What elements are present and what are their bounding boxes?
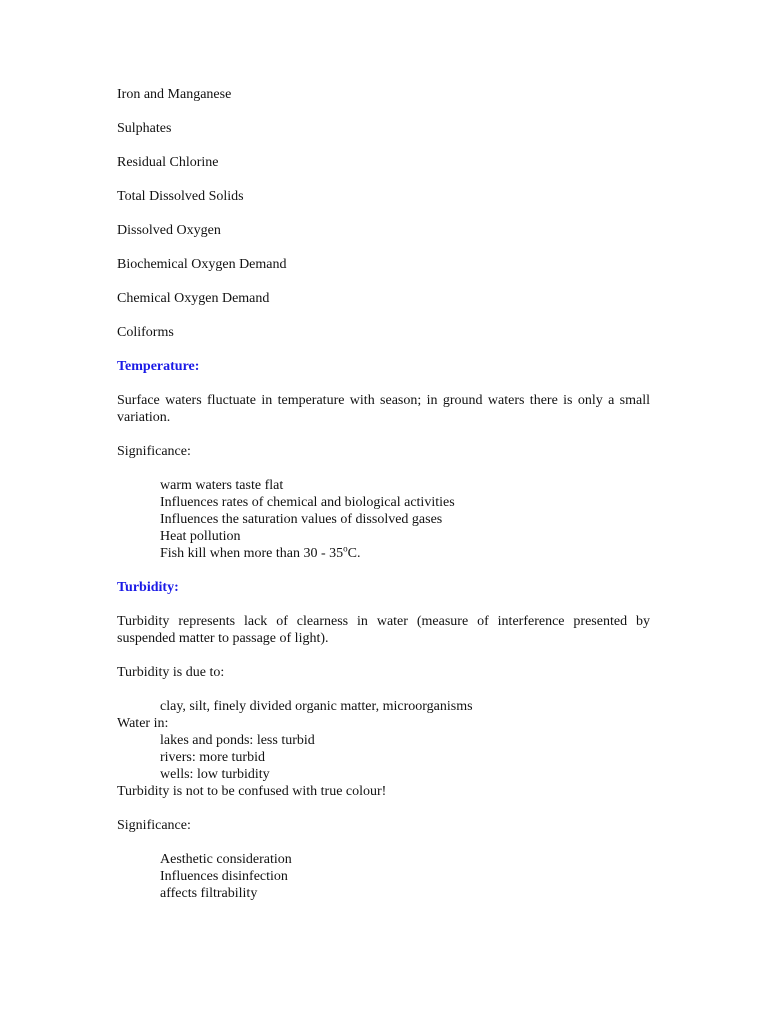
temperature-paragraph: Surface waters fluctuate in temperature with season; in ground waters there is only a small variation.	[117, 393, 650, 425]
temperature-heading: Temperature:	[117, 359, 200, 374]
water-in-label: Water in:	[117, 716, 169, 731]
list-item: Total Dissolved Solids	[117, 189, 244, 204]
turbidity-paragraph: Turbidity represents lack of clearness in water (measure of interference presented by suspended matter to passage of light).	[117, 614, 650, 646]
list-item: Chemical Oxygen Demand	[117, 291, 270, 306]
list-item: Dissolved Oxygen	[117, 223, 221, 238]
list-item: Sulphates	[117, 121, 172, 136]
turbidity-note: Turbidity is not to be confused with true colour!	[117, 784, 387, 799]
turbidity-significance-item: Aesthetic consideration	[160, 852, 292, 867]
list-item: Biochemical Oxygen Demand	[117, 257, 287, 272]
temperature-point: Influences rates of chemical and biological activities	[160, 495, 455, 510]
water-in-item: lakes and ponds: less turbid	[160, 733, 315, 748]
document-content	[117, 86, 650, 902]
water-in-item: wells: low turbidity	[160, 767, 270, 782]
fish-kill-text: Fish kill when more than 30 - 35	[160, 546, 344, 561]
turbidity-heading: Turbidity:	[117, 580, 179, 595]
turbidity-significance-label: Significance:	[117, 818, 191, 833]
water-in-item: rivers: more turbid	[160, 750, 265, 765]
temperature-significance-label: Significance:	[117, 444, 191, 459]
list-item: Iron and Manganese	[117, 87, 232, 102]
fish-kill-unit: C.	[347, 546, 361, 561]
temperature-point: warm waters taste flat	[160, 478, 284, 493]
temperature-point: Influences the saturation values of dissolved gases	[160, 512, 443, 527]
turbidity-significance-item: Influences disinfection	[160, 869, 288, 884]
list-item: Residual Chlorine	[117, 155, 219, 170]
temperature-point: Heat pollution	[160, 529, 241, 544]
turbidity-significance-item: affects filtrability	[160, 886, 258, 901]
turbidity-due-to-label: Turbidity is due to:	[117, 665, 225, 680]
degree-symbol: o	[343, 543, 348, 554]
turbidity-due-to-item: clay, silt, finely divided organic matter, microorganisms	[160, 699, 473, 714]
temperature-point-fish-kill	[117, 545, 650, 562]
list-item: Coliforms	[117, 325, 174, 340]
